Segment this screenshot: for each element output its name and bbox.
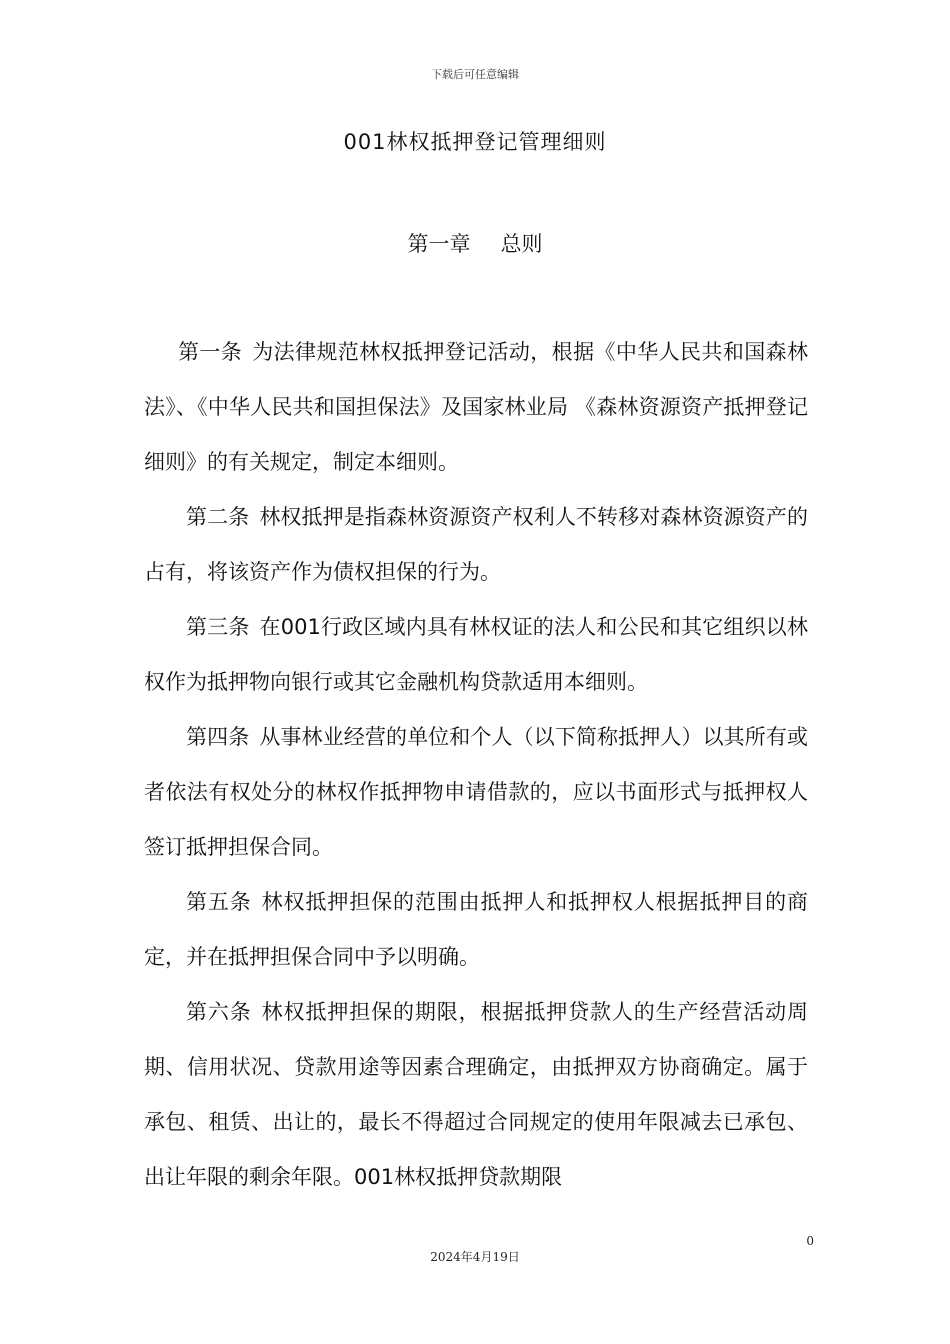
chapter-heading (0, 228, 950, 258)
article-text: 从事林业经营的单位和个人（以下简称抵押人）以其所有或者依法有权处分的林权作抵押物申请借款的，应以书面形式与抵押权人签订抵押担保合同。 (144, 725, 809, 859)
article-label: 第二条 (186, 505, 250, 529)
article-2 (144, 490, 808, 600)
chapter-number: 第一章 (407, 232, 471, 256)
article-text: 林权抵押担保的期限，根据抵押贷款人的生产经营活动周期、信用状况、贷款用途等因素合理确定，由抵押双方协商确定。属于承包、租赁、出让的，最长不得超过合同规定的使用年限减去已承包、出让年限的剩余年限。001林权抵押贷款期限 (144, 1000, 809, 1189)
article-label: 第五条 (186, 890, 252, 914)
article-label: 第三条 (186, 615, 250, 639)
header-note: 下载后可任意编辑 (431, 68, 519, 81)
article-text: 林权抵押担保的范围由抵押人和抵押权人根据抵押目的商定，并在抵押担保合同中予以明确。 (144, 890, 809, 969)
document-title: 001林权抵押登记管理细则 (343, 130, 607, 154)
article-label: 第一条 (178, 340, 243, 364)
article-text: 林权抵押是指森林资源资产权利人不转移对森林资源资产的占有，将该资产作为债权担保的行为。 (144, 505, 809, 584)
article-label: 第四条 (186, 725, 250, 749)
article-1 (144, 325, 808, 490)
footer-date: 2024年4月19日 (430, 1250, 520, 1264)
article-label: 第六条 (186, 1000, 252, 1024)
document-body (144, 325, 808, 1205)
article-text: 为法律规范林权抵押登记活动，根据《中华人民共和国森林法》、《中华人民共和国担保法》及国家林业局 《森林资源资产抵押登记细则》的有关规定，制定本细则。 (144, 340, 809, 474)
article-6 (144, 985, 808, 1205)
article-4 (144, 710, 808, 875)
article-text: 在001行政区域内具有林权证的法人和公民和其它组织以林权作为抵押物向银行或其它金融机构贷款适用本细则。 (144, 615, 808, 694)
article-5 (144, 875, 808, 985)
article-3 (144, 600, 808, 710)
chapter-name: 总则 (500, 232, 543, 256)
page-number: 0 (806, 1234, 814, 1248)
